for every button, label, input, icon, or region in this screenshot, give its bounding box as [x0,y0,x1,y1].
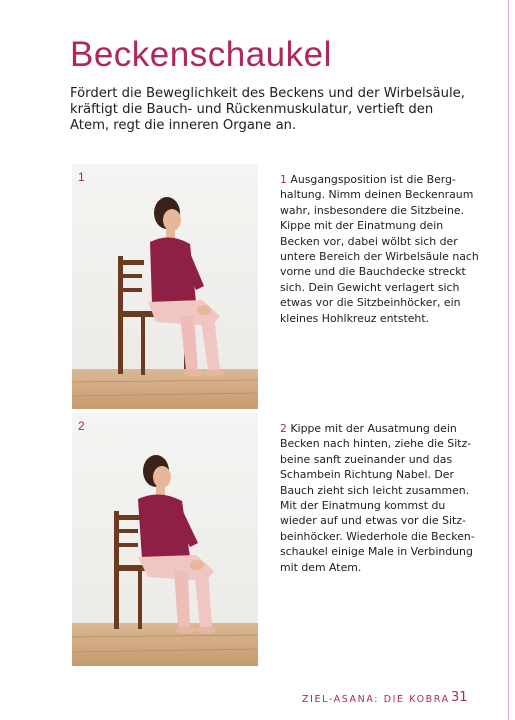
photo-number-2: 2 [78,419,85,433]
exercise-photo-1 [72,164,258,409]
photo-2-illustration [72,413,258,666]
intro-text: Fördert die Beweglichkeit des Beckens und der Wirbelsäule, kräftigt die Bauch- und Rückenmuskulatur, vertieft den Atem, regt die inneren Organe an. [70,86,465,133]
page-edge-line [508,0,509,720]
page-title: Beckenschaukel [70,35,332,74]
step-1-text-block [280,172,480,326]
step-number-1: 1 [280,173,287,186]
photo-1-illustration [72,164,258,409]
exercise-photo-2 [72,413,258,666]
step-number-2: 2 [280,422,287,435]
step-2-text: Kippe mit der Ausatmung dein Becken nach hinten, ziehe die Sitzbeine sanft zueinander und das Schambein Richtung Nabel. Der Bauch zieht sich leicht zusammen. Mit der Einatmung kommst du wieder auf und etwas vor die Sitzbeinhöcker. Wiederhole die Beckenschaukel einige Male in Verbindung mit dem Atem. [280,422,475,574]
footer-section-label: ZIEL-ASANA: DIE KOBRA [302,694,450,705]
step-1-text: Ausgangsposition ist die Berghaltung. Nimm deinen Beckenraum wahr, insbesondere die Sitzbeine. Kippe mit der Einatmung dein Becken vor, dabei wölbt sich der untere Bereich der Wirbelsäule nach vorne und die Bauchdecke streckt sich. Dein Gewicht verlagert sich etwas vor die Sitzbeinhöcker, ein kleines Hohlkreuz entsteht. [280,173,479,325]
photo-number-1: 1 [78,170,85,184]
page-number: 31 [451,690,468,705]
step-2-text-block [280,421,480,575]
